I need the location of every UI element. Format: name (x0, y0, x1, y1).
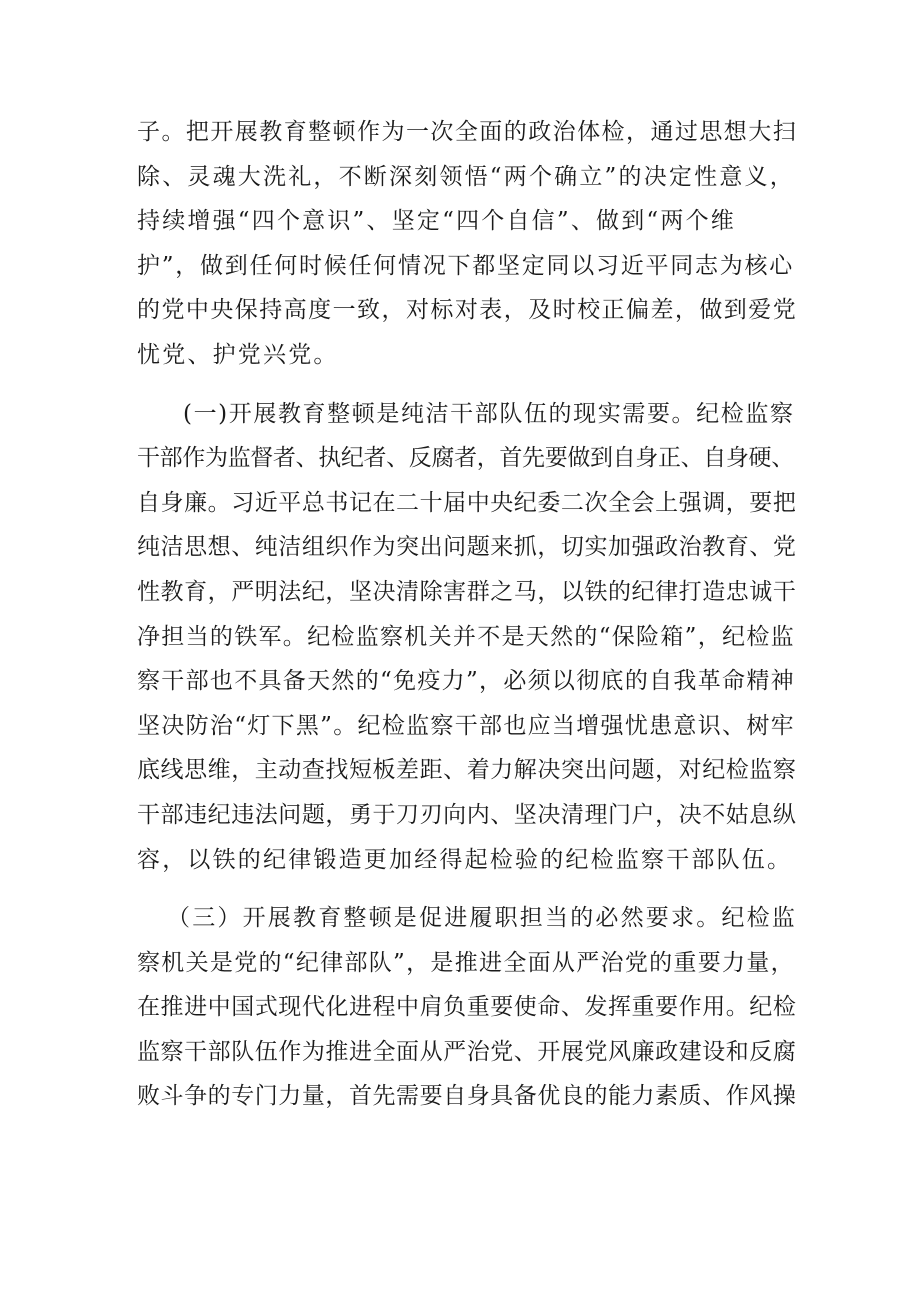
text-line: 容，以铁的纪律锻造更加经得起检验的纪检监察干部队伍。 (137, 846, 793, 873)
text-line: 纯洁思想、纯洁组织作为突出问题来抓，切实加强政治教育、党 (137, 534, 797, 561)
paragraph-1 (137, 110, 797, 378)
text-line: 的党中央保持高度一致，对标对表，及时校正偏差，做到爱党 (137, 297, 798, 324)
text-line: (一)开展教育整顿是纯洁干部队伍的现实需要。纪检监察 (183, 400, 795, 427)
document-body (137, 110, 797, 1119)
text-line: 干部作为监督者、执纪者、反腐者，首先要做到自身正、自身硬、 (137, 445, 794, 472)
text-line: 干部违纪违法问题，勇于刀刃向内、坚决清理门户，决不姑息纵 (137, 801, 797, 828)
text-line: 护”，做到任何时候任何情况下都坚定同以习近平同志为核心 (137, 252, 795, 279)
text-line: 自身廉。习近平总书记在二十届中央纪委二次全会上强调，要把 (137, 489, 797, 516)
text-line: 忧党、护党兴党。 (137, 341, 339, 368)
text-line: 除、灵魂大洗礼，不断深刻领悟“两个确立”的决定性意义， (137, 163, 795, 190)
text-line: 坚决防治“灯下黑”。纪检监察干部也应当增强忧患意识、树牢 (137, 712, 795, 739)
text-line: 监察干部队伍作为推进全面从严治党、开展党风廉政建设和反腐 (137, 1038, 797, 1065)
text-line: 察干部也不具备天然的“免疫力”，必须以彻底的自我革命精神 (137, 668, 795, 695)
paragraph-3 (137, 896, 797, 1119)
text-line: （三）开展教育整顿是促进履职担当的必然要求。纪检监 (167, 905, 797, 932)
text-line: 净担当的铁军。纪检监察机关并不是天然的“保险箱”，纪检监 (137, 623, 795, 650)
text-line: 性教育，严明法纪，坚决清除害群之马，以铁的纪律打造忠诚干 (137, 578, 797, 605)
text-line: 持续增强“四个意识”、坚定“四个自信”、做到“两个维 (137, 208, 736, 235)
text-line: 底线思维，主动查找短板差距、着力解决突出问题，对纪检监察 (137, 757, 797, 784)
text-line: 在推进中国式现代化进程中肩负重要使命、发挥重要作用。纪检 (137, 994, 797, 1021)
text-line: 败斗争的专门力量，首先需要自身具备优良的能力素质、作风操 (137, 1083, 797, 1110)
text-line: 察机关是党的“纪律部队”，是推进全面从严治党的重要力量， (137, 949, 795, 976)
paragraph-2 (137, 392, 797, 883)
text-line: 子。把开展教育整顿作为一次全面的政治体检，通过思想大扫 (137, 119, 798, 145)
